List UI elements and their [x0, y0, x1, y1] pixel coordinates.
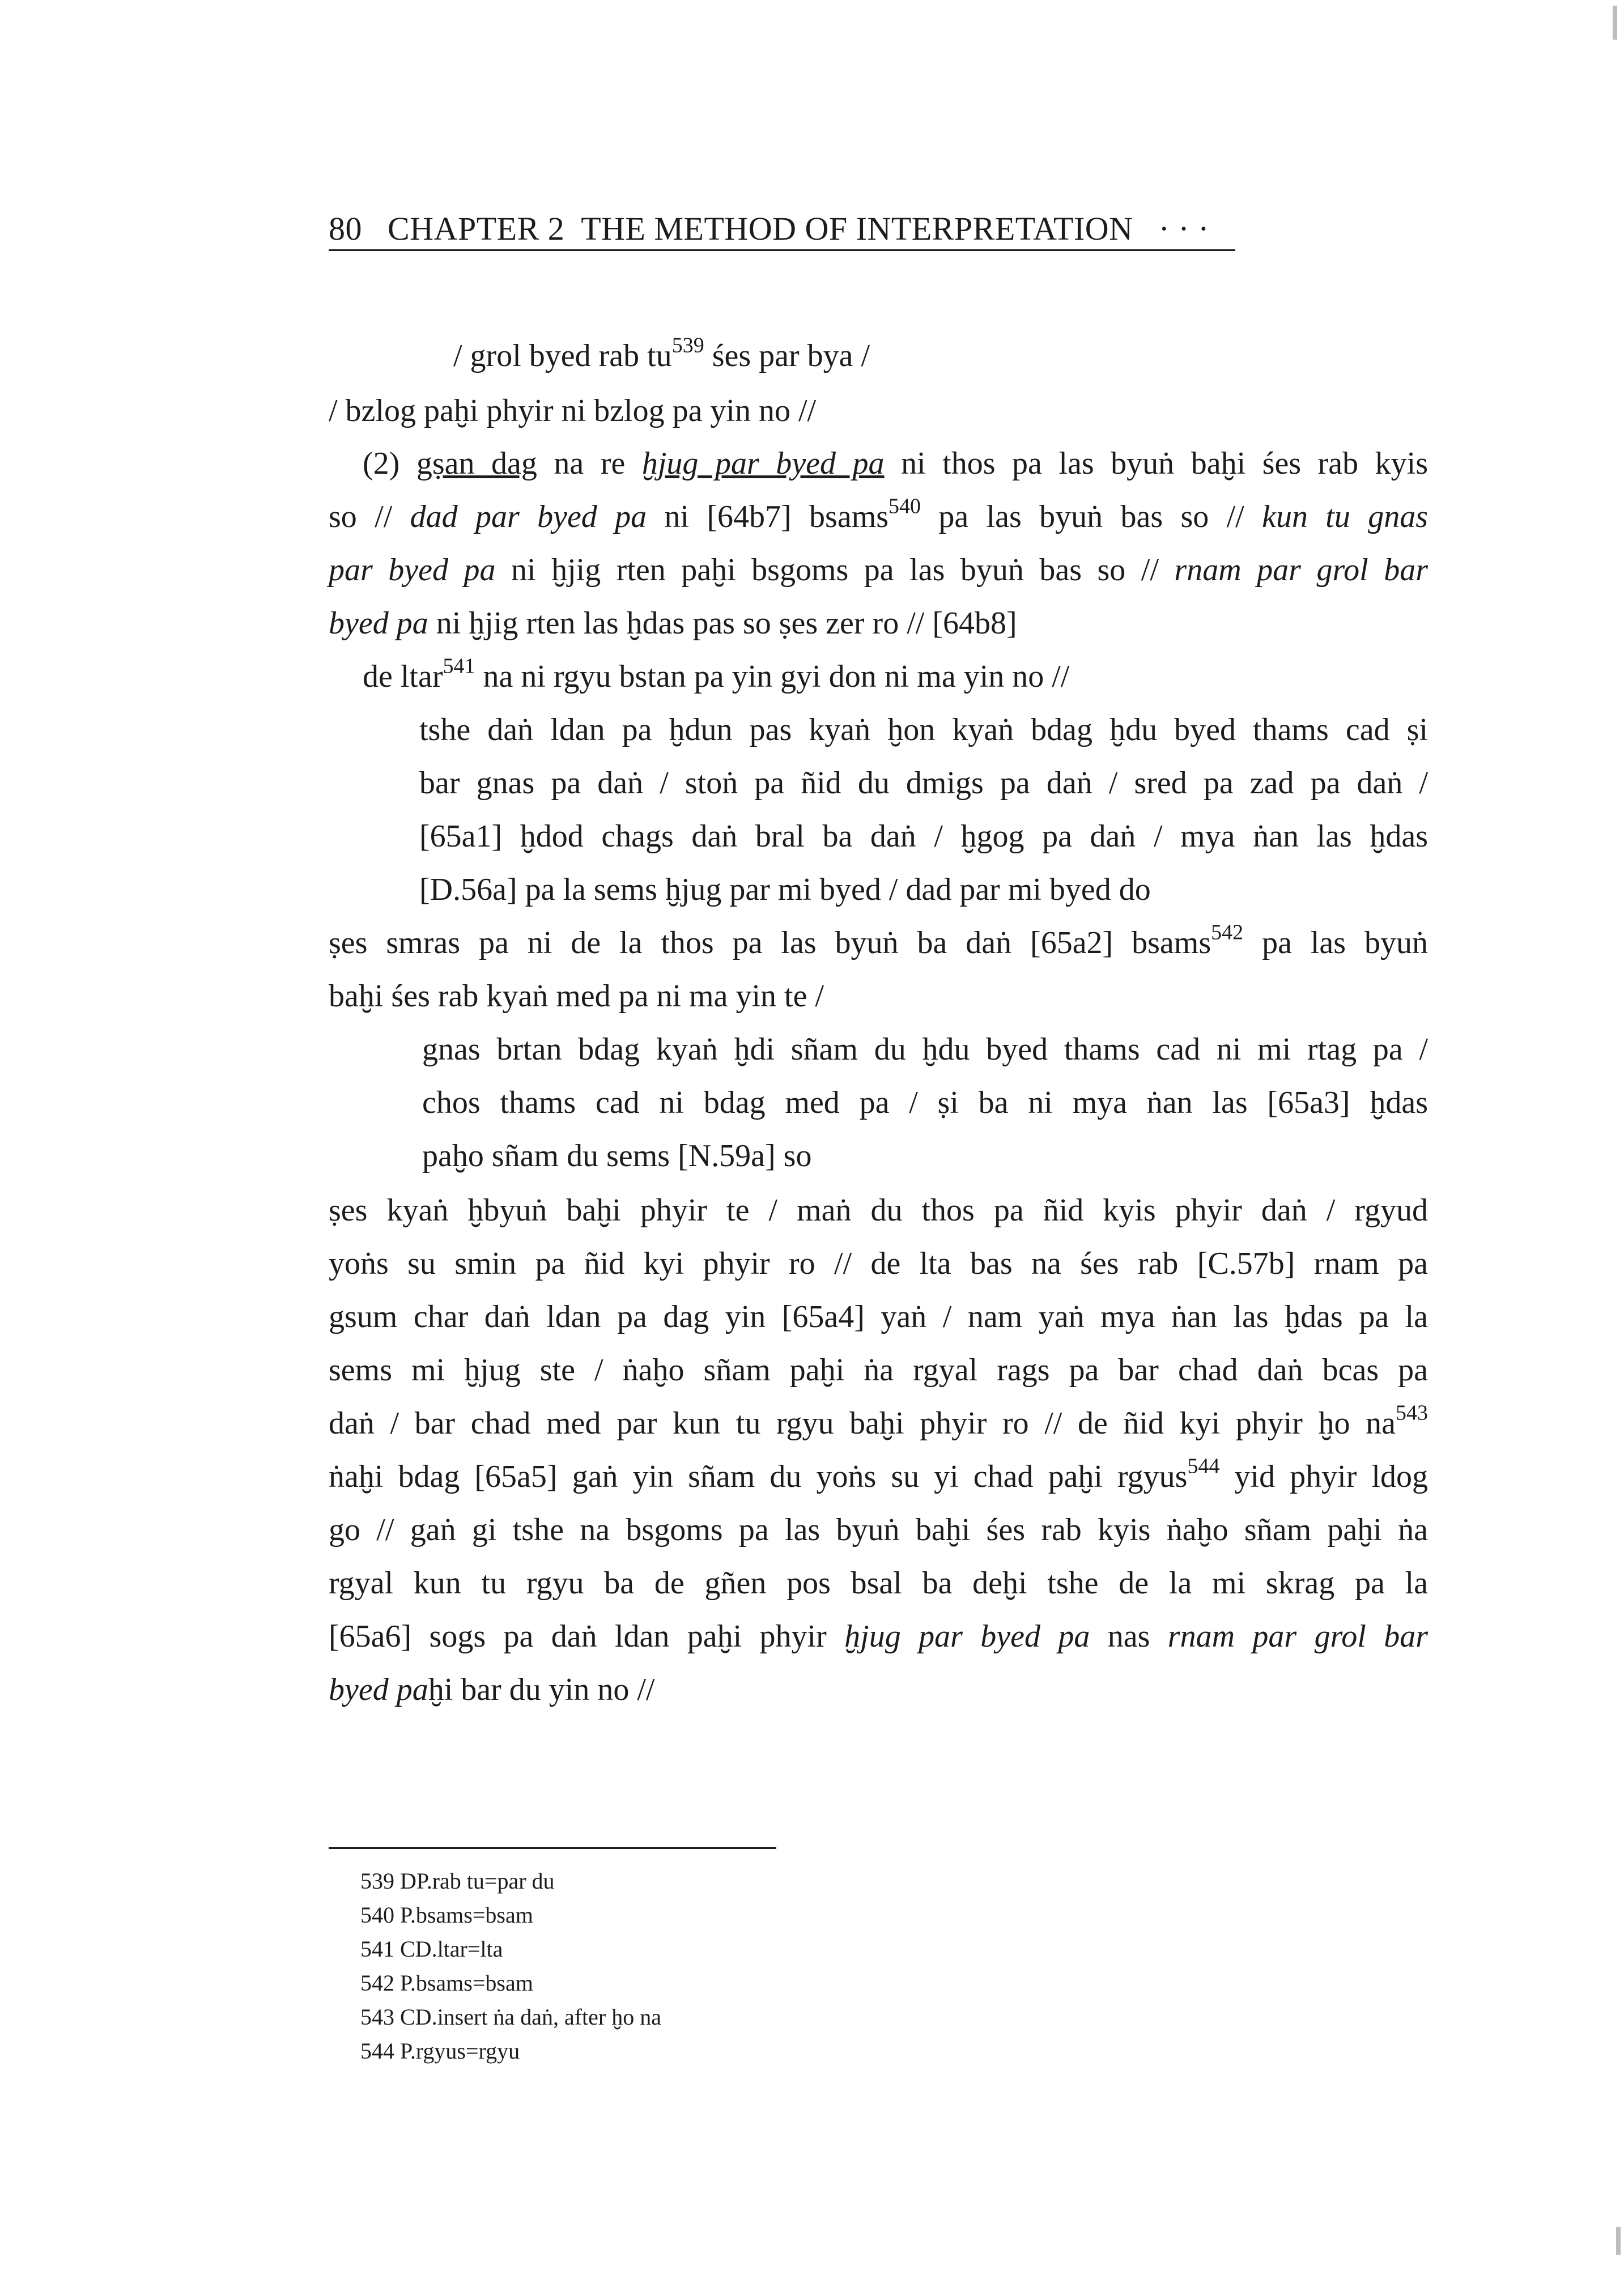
italic-term: dad par byed pa	[410, 499, 647, 534]
text-run: / bzlog paḫi phyir ni bzlog pa yin no //	[329, 393, 817, 428]
quote-line	[419, 714, 1428, 746]
text-run: gsum char daṅ ldan pa dag yin [65a4] yaṅ / nam yaṅ mya ṅan las ḫdas pa la	[329, 1299, 1428, 1334]
text-line	[329, 980, 1428, 1012]
text-run: pa las byuṅ bas so //	[921, 499, 1262, 534]
text-run: ni [64b7] bsams	[647, 499, 889, 534]
italic-term: byed pa	[329, 1672, 428, 1707]
footnote-ref: 541	[443, 654, 475, 678]
text-run: pa las byuṅ	[1243, 925, 1428, 960]
footnote-rule	[329, 1847, 776, 1849]
footnote-ref: 540	[888, 494, 921, 518]
quote-line	[419, 874, 1428, 905]
text-run: chos thams cad ni bdag med pa / ṣi ba ni mya ṅan las [65a3] ḫdas	[422, 1085, 1428, 1120]
text-run: yoṅs su smin pa ñid kyi phyir ro // de lta bas na śes rab [C.57b] rnam pa	[329, 1246, 1428, 1281]
chapter-title: CHAPTER 2 THE METHOD OF INTERPRETATION	[388, 210, 1133, 247]
text-run: baḫi śes rab kyaṅ med pa ni ma yin te /	[329, 979, 824, 1014]
header-rule	[329, 249, 1235, 251]
footnote-ref: 539	[671, 333, 704, 358]
quote-line	[422, 1140, 1428, 1172]
footnote: 539 DP.rab tu=par du	[360, 1868, 555, 1894]
scan-artifact	[1616, 2227, 1621, 2255]
text-line	[329, 1621, 1428, 1652]
text-line	[329, 607, 1428, 639]
italic-term: ḫjug par byed pa	[844, 1619, 1090, 1654]
text-line	[329, 1401, 1428, 1441]
text-line	[363, 654, 1428, 694]
text-run: bar gnas pa daṅ / stoṅ pa ñid du dmigs pa daṅ / sred pa zad pa daṅ /	[419, 766, 1428, 801]
underlined-term: gṣan dag	[416, 446, 537, 481]
text-run: so //	[329, 499, 410, 534]
quote-line	[419, 820, 1428, 852]
italic-term: byed pa	[329, 606, 428, 641]
text-run: śes par bya /	[704, 338, 870, 373]
text-run: sems mi ḫjug ste / ṅaḫo sñam paḫi ṅa rgyal rags pa bar chad daṅ bcas pa	[329, 1353, 1428, 1388]
footnote-ref: 544	[1187, 1454, 1220, 1478]
text-line	[329, 494, 1428, 534]
text-run: [65a6] sogs pa daṅ ldan paḫi phyir	[329, 1619, 845, 1654]
verse-line	[329, 395, 1428, 427]
text-run: go // gaṅ gi tshe na bsgoms pa las byuṅ baḫi śes rab kyis ṅaḫo sñam paḫi ṅa	[329, 1512, 1428, 1547]
text-run: ṣes smras pa ni de la thos pa las byuṅ ba daṅ [65a2] bsams	[329, 925, 1211, 960]
text-line	[329, 554, 1428, 586]
text-run: yid phyir ldog	[1219, 1459, 1428, 1494]
text-line	[329, 1248, 1428, 1279]
italic-term: par byed pa	[329, 552, 496, 588]
text-run: ni ḫjig rten paḫi bsgoms pa las byuṅ bas so //	[495, 552, 1175, 588]
text-line	[329, 1567, 1428, 1599]
text-run: daṅ / bar chad med par kun tu rgyu baḫi phyir ro // de ñid kyi phyir ḫo na	[329, 1406, 1396, 1441]
italic-term: rnam par grol bar	[1167, 1619, 1429, 1654]
page-number: 80	[329, 210, 362, 247]
text-run: rgyal kun tu rgyu ba de gñen pos bsal ba deḫi tshe de la mi skrag pa la	[329, 1566, 1428, 1601]
text-run: paḫo sñam du sems [N.59a] so	[422, 1138, 812, 1173]
footnote: 541 CD.ltar=lta	[360, 1936, 503, 1962]
quote-line	[419, 767, 1428, 799]
text-line	[329, 920, 1428, 960]
text-run: gnas brtan bdag kyaṅ ḫdi sñam du ḫdu byed thams cad ni mi rtag pa /	[422, 1032, 1428, 1067]
text-run: ṣes kyaṅ ḫbyuṅ baḫi phyir te / maṅ du thos pa ñid kyis phyir daṅ / rgyud	[329, 1193, 1428, 1228]
text-run: nas	[1090, 1619, 1168, 1654]
footnote-ref: 542	[1211, 920, 1244, 945]
footnote-ref: 543	[1396, 1401, 1428, 1425]
text-run: [D.56a] pa la sems ḫjug par mi byed / dad par mi byed do	[419, 872, 1151, 907]
text-run: na ni rgyu bstan pa yin gyi don ni ma yin no //	[475, 659, 1070, 694]
footnote: 540 P.bsams=bsam	[360, 1902, 533, 1928]
text-line	[329, 1301, 1428, 1333]
text-run: ni thos pa las byuṅ baḫi śes rab kyis	[884, 446, 1429, 481]
text-line	[329, 1454, 1428, 1494]
text-line	[329, 1514, 1428, 1546]
footnote: 542 P.bsams=bsam	[360, 1970, 533, 1996]
header-dots: · · ·	[1158, 210, 1210, 247]
italic-term: kun tu gnas	[1262, 499, 1428, 534]
text-run: ni ḫjig rten las ḫdas pas so ṣes zer ro // [64b8]	[428, 606, 1017, 641]
text-line	[363, 448, 1428, 479]
footnote: 543 CD.insert ṅa daṅ, after ḫo na	[360, 2004, 661, 2030]
italic-term: ḫjug par byed pa	[641, 446, 885, 481]
footnote: 544 P.rgyus=rgyu	[360, 2038, 520, 2064]
text-run: de ltar	[363, 659, 443, 694]
text-run: ḫi bar du yin no //	[428, 1672, 655, 1707]
text-line	[329, 1354, 1428, 1386]
scan-artifact	[1613, 6, 1617, 40]
text-line	[329, 1674, 1428, 1706]
text-run: na re	[537, 446, 642, 481]
text-run: tshe daṅ ldan pa ḫdun pas kyaṅ ḫon kyaṅ bdag ḫdu byed thams cad ṣi	[419, 712, 1428, 747]
text-run: ṅaḫi bdag [65a5] gaṅ yin sñam du yoṅs su yi chad paḫi rgyus	[329, 1459, 1188, 1494]
verse-line	[453, 333, 870, 373]
quote-line	[422, 1087, 1428, 1119]
text-line	[329, 1194, 1428, 1226]
running-header	[329, 210, 1209, 248]
text-run: [65a1] ḫdod chags daṅ bral ba daṅ / ḫgog pa daṅ / mya ṅan las ḫdas	[419, 819, 1428, 854]
text-run: (2)	[363, 446, 416, 481]
quote-line	[422, 1034, 1428, 1065]
text-run: / grol byed rab tu	[453, 338, 672, 373]
italic-term: rnam par grol bar	[1174, 552, 1429, 588]
